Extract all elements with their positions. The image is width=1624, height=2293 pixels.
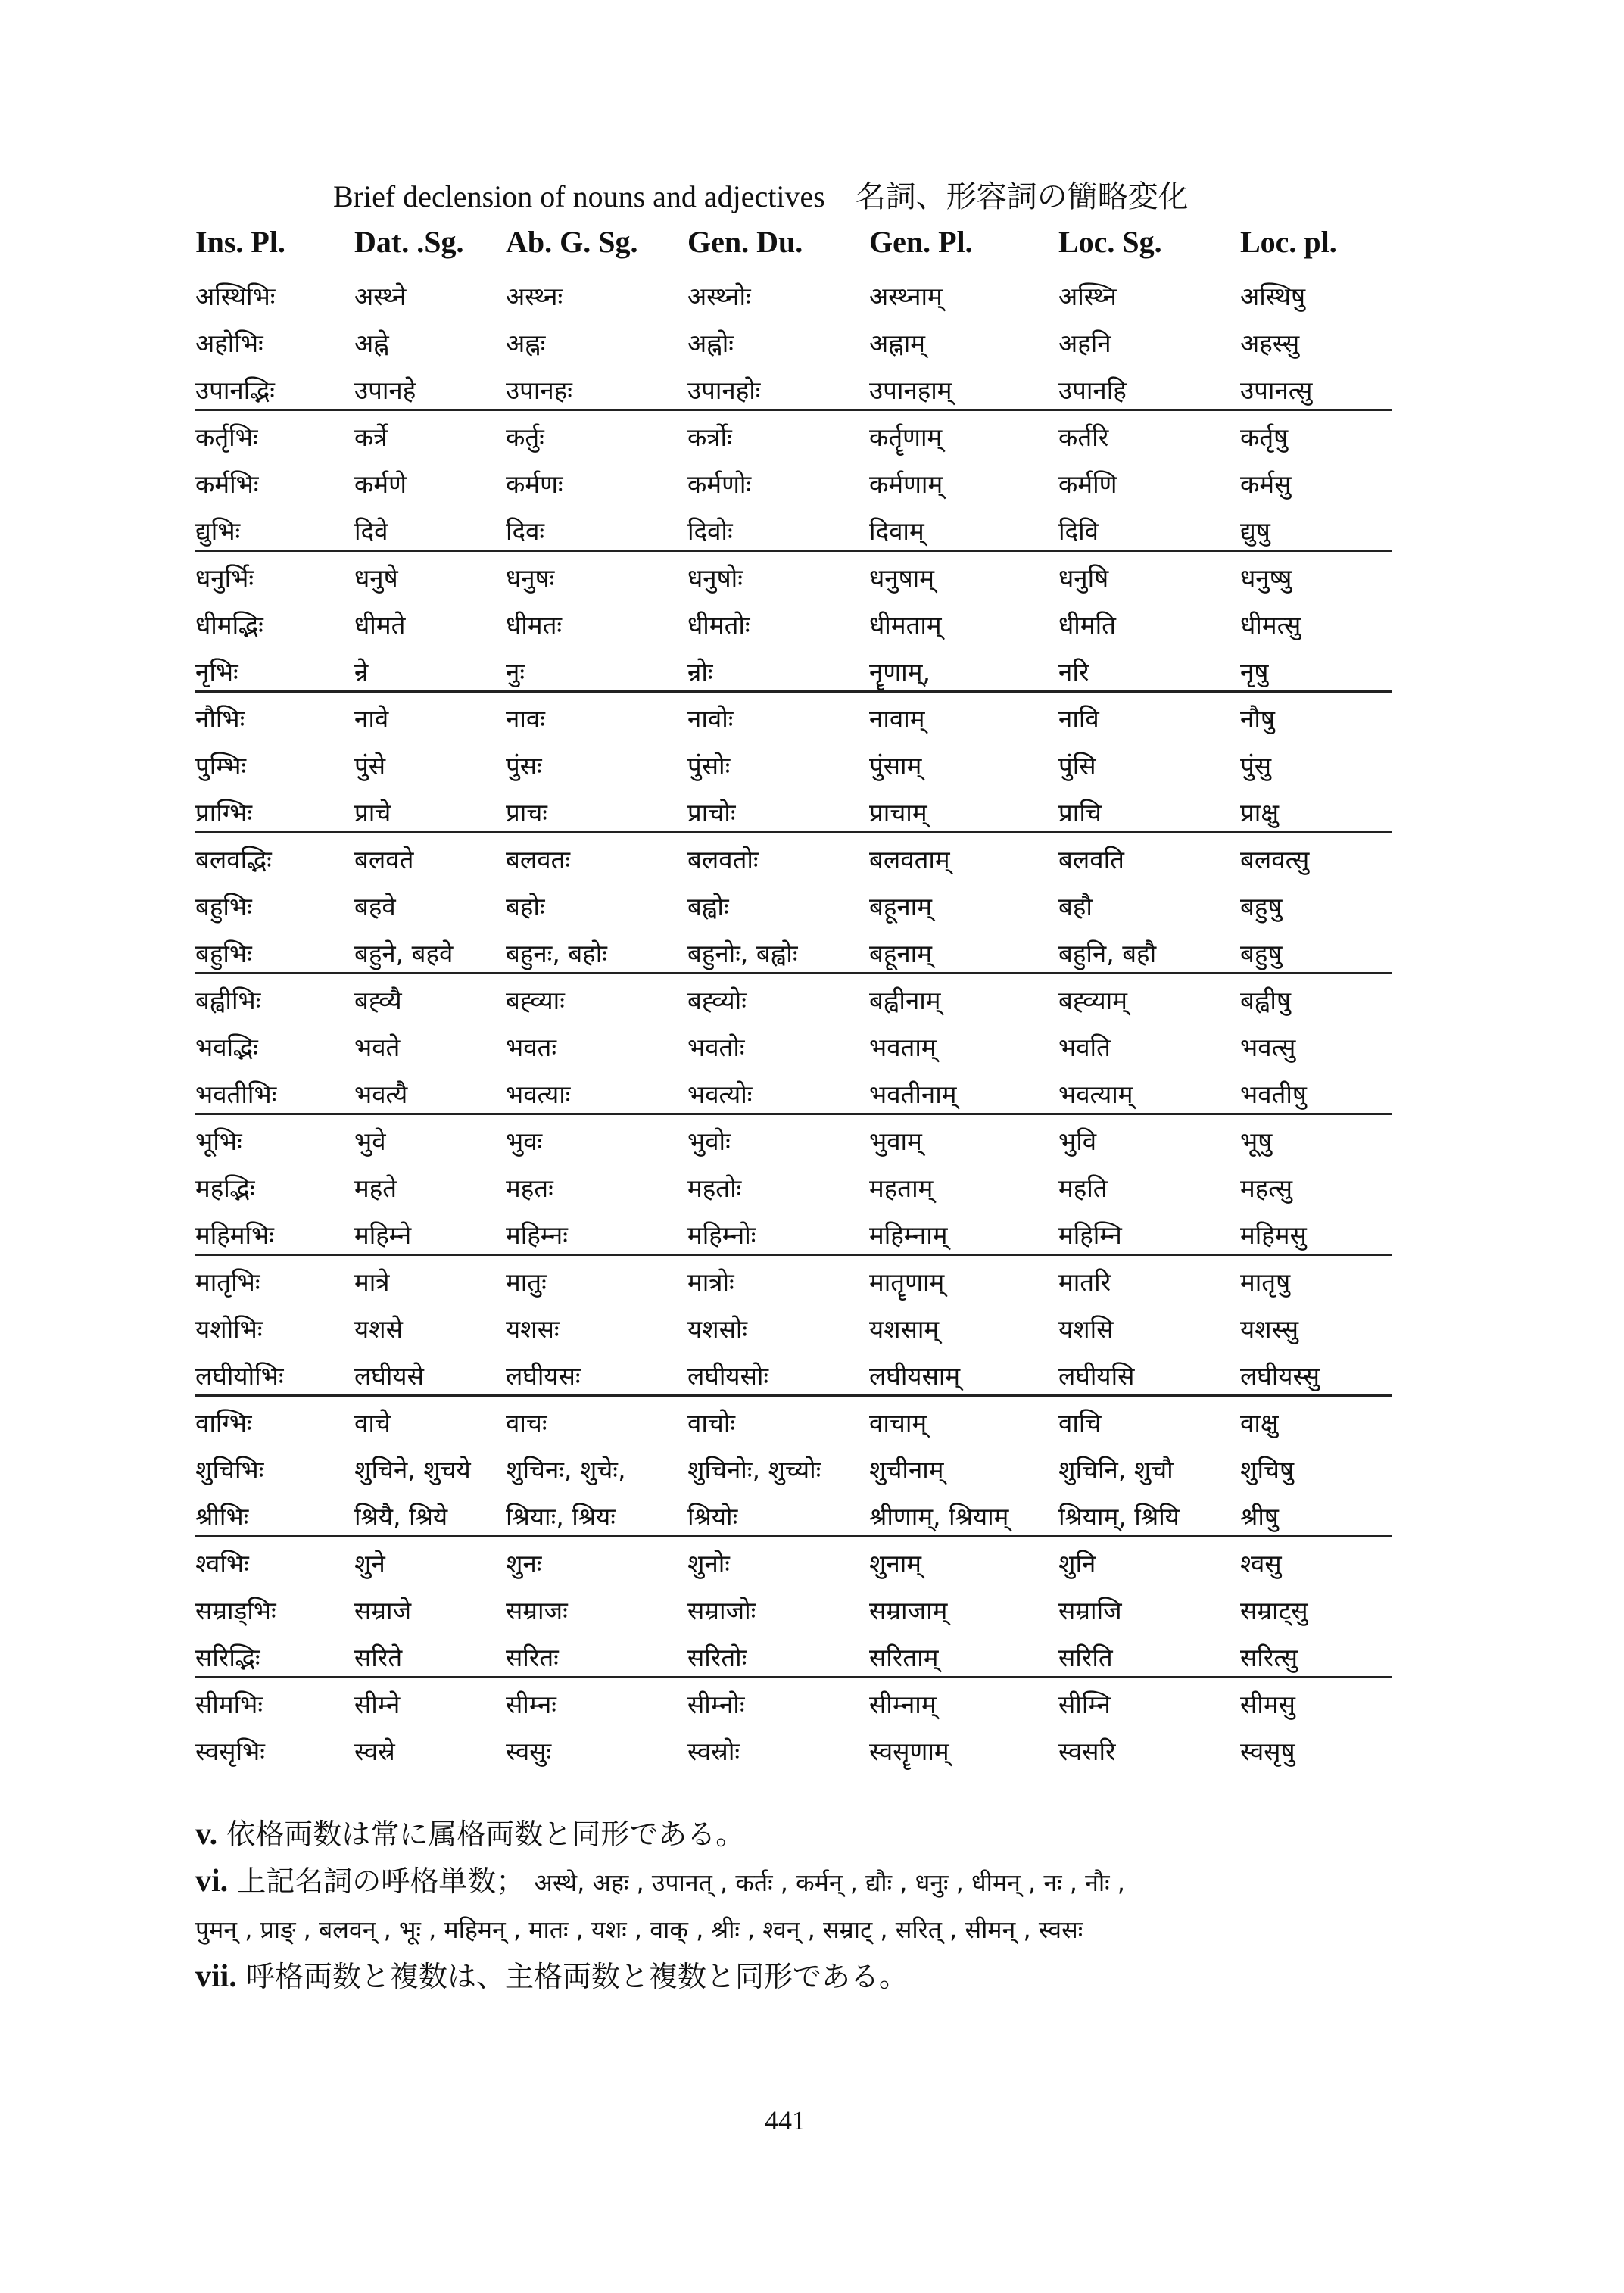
table-cell: सीम्नाम् [869, 1690, 937, 1719]
table-cell: बहवे [354, 892, 396, 921]
table-cell: अह्नाम् [869, 329, 926, 358]
table-cell: भुवः [506, 1126, 543, 1156]
note-vi-text-b: अस्थे, अहः , उपानत् , कर्तः , कर्मन् , द्यौः , धनुः , धीमन् , नः , नौः , [534, 1868, 1125, 1897]
table-cell: यशस्सु [1240, 1314, 1299, 1344]
table-cell: कर्तरि [1058, 422, 1109, 452]
table-cell: भुवि [1058, 1126, 1097, 1156]
group-divider [195, 1113, 1392, 1115]
table-row [195, 503, 1437, 550]
table-cell: धीमत्सु [1240, 610, 1301, 640]
table-cell: महिम्नाम् [869, 1220, 948, 1250]
note-v-label: v. [195, 1817, 218, 1852]
table-cell: धनुषे [354, 563, 398, 593]
table-cell: अस्थिषु [1240, 282, 1306, 311]
group-divider [195, 550, 1392, 552]
table-cell: भुवाम् [869, 1126, 922, 1156]
group-divider [195, 972, 1392, 974]
table-cell: कर्तुः [506, 422, 544, 452]
table-cell: बहौ [1058, 892, 1093, 921]
table-cell: श्रीणाम्, श्रियाम् [869, 1502, 1009, 1531]
table-cell: सीम्नि [1058, 1690, 1111, 1719]
table-cell: सरिते [354, 1643, 403, 1672]
group-divider [195, 1394, 1392, 1397]
table-cell: नौषु [1240, 704, 1275, 734]
table-cell: कर्मणोः [687, 469, 752, 499]
table-cell: भूभिः [195, 1126, 242, 1156]
table-cell: अहनि [1058, 329, 1111, 358]
table-cell: बहुनोः, बह्वोः [687, 939, 798, 968]
table-cell: अहस्सु [1240, 329, 1300, 358]
table-cell: महिमभिः [195, 1220, 274, 1250]
header-gen-pl: Gen. Pl. [869, 225, 973, 259]
table-row [195, 925, 1437, 972]
note-vii-text: 呼格両数と複数は、主格両数と複数と同形である。 [245, 1960, 908, 1993]
table-cell: श्रीभिः [195, 1502, 249, 1531]
table-cell: यशोभिः [195, 1314, 263, 1344]
table-cell: उपानहोः [687, 375, 761, 405]
note-vi-continued: पुमन् , प्राङ् , बलवन् , भूः , महिमन् , मातः , यशः , वाक् , श्रीः , श्वन् , सम्राट् , सरित् , सीमन् , स्वसः [195, 1915, 1083, 1944]
table-cell: भवतोः [687, 1033, 745, 1062]
table-cell: भूषु [1240, 1126, 1273, 1156]
table-cell: सरितोः [687, 1643, 747, 1672]
note-v [195, 1811, 1437, 1858]
table-cell: स्वसृषु [1240, 1737, 1295, 1766]
table-cell: अह्ने [354, 329, 389, 358]
table-cell: धनुर्भिः [195, 563, 254, 593]
table-cell: बहोः [506, 892, 545, 921]
table-cell: बलवतः [506, 845, 571, 874]
table-cell: उपानद्भिः [195, 375, 275, 405]
table-cell: भवत्सु [1240, 1033, 1296, 1062]
table-cell: सम्राजोः [687, 1596, 756, 1625]
table-body [195, 268, 1437, 1770]
table-row [195, 1676, 1437, 1723]
header-ins-pl: Ins. Pl. [195, 225, 285, 259]
table-row [195, 1066, 1437, 1113]
table-cell: शुचिषु [1240, 1455, 1295, 1485]
table-row [195, 1535, 1437, 1582]
table-cell: अस्थ्नोः [687, 282, 751, 311]
table-cell: अस्थ्नः [506, 282, 563, 311]
table-cell: भवद्भिः [195, 1033, 258, 1062]
note-vii [195, 1953, 1437, 2000]
header-dat-sg: Dat. .Sg. [354, 225, 464, 259]
table-cell: सम्राट्सु [1240, 1596, 1308, 1625]
table-cell: सीम्नः [506, 1690, 556, 1719]
table-cell: मात्रे [354, 1267, 390, 1297]
table-row [195, 1723, 1437, 1770]
table-cell: शुचिनः, शुचेः, [506, 1455, 626, 1485]
table-cell: बलवति [1058, 845, 1124, 874]
table-cell: अस्थ्नाम् [869, 282, 943, 311]
table-cell: कर्मणः [506, 469, 563, 499]
table-row [195, 1113, 1437, 1160]
table-cell: श्वभिः [195, 1549, 249, 1578]
table-row [195, 1301, 1437, 1347]
table-cell: महद्भिः [195, 1173, 255, 1203]
table-cell: पुंसोः [687, 751, 731, 780]
table-cell: अस्थिभिः [195, 282, 276, 311]
table-row [195, 1347, 1437, 1394]
table-cell: शुने [354, 1549, 385, 1578]
table-row [195, 362, 1437, 409]
table-cell: वाचोः [687, 1408, 736, 1438]
table-cell: शुनोः [687, 1549, 730, 1578]
table-cell: महत्सु [1240, 1173, 1293, 1203]
table-cell: वाचे [354, 1408, 391, 1438]
table-cell: यशसोः [687, 1314, 748, 1344]
table-cell: सीमभिः [195, 1690, 263, 1719]
header-gen-du: Gen. Du. [687, 225, 803, 259]
header-loc-sg: Loc. Sg. [1058, 225, 1162, 259]
table-cell: धनुषाम् [869, 563, 934, 593]
table-cell: दिवाम् [869, 516, 924, 546]
table-cell: भवते [354, 1033, 401, 1062]
table-cell: प्राचः [506, 798, 547, 827]
table-cell: पुंसि [1058, 751, 1096, 780]
table-cell: उपानहि [1058, 375, 1127, 405]
table-cell: धनुषि [1058, 563, 1109, 593]
table-cell: यशसाम् [869, 1314, 940, 1344]
table-row [195, 878, 1437, 925]
table-cell: लघीयसोः [687, 1361, 769, 1391]
table-row [195, 643, 1437, 690]
table-row [195, 1441, 1437, 1488]
table-cell: पुंसु [1240, 751, 1272, 780]
table-cell: शुचिनि, शुचौ [1058, 1455, 1174, 1485]
table-row [195, 268, 1437, 315]
table-cell: शुनि [1058, 1549, 1096, 1578]
table-cell: महिम्नः [506, 1220, 568, 1250]
table-cell: महते [354, 1173, 397, 1203]
table-cell: यशसः [506, 1314, 560, 1344]
table-cell: महिम्नि [1058, 1220, 1122, 1250]
table-cell: स्वस्रोः [687, 1737, 740, 1766]
table-cell: लघीयसि [1058, 1361, 1135, 1391]
table-cell: नावः [506, 704, 545, 734]
table-cell: बहुषु [1240, 939, 1283, 968]
header-loc-pl: Loc. pl. [1240, 225, 1337, 259]
table-cell: दिवि [1058, 516, 1099, 546]
table-cell: उपानहाम् [869, 375, 952, 405]
table-cell: बहुभिः [195, 939, 252, 968]
table-cell: उपानत्सु [1240, 375, 1313, 405]
table-cell: मातॄणाम् [869, 1267, 945, 1297]
table-cell: श्रियोः [687, 1502, 738, 1531]
table-cell: बहूनाम् [869, 939, 932, 968]
table-cell: बह्वोः [687, 892, 729, 921]
table-row [195, 315, 1437, 362]
declension-table [195, 221, 1437, 1770]
table-cell: शुचिने, शुचये [354, 1455, 471, 1485]
table-cell: अह्नोः [687, 329, 734, 358]
table-row [195, 690, 1437, 737]
table-cell: भवत्याम् [1058, 1080, 1133, 1109]
table-row [195, 784, 1437, 831]
table-cell: प्राचे [354, 798, 391, 827]
group-divider [195, 831, 1392, 833]
table-cell: बलवद्भिः [195, 845, 272, 874]
table-cell: कर्मणे [354, 469, 407, 499]
table-cell: बलवतोः [687, 845, 759, 874]
table-cell: धीमतोः [687, 610, 750, 640]
table-cell: महिम्नोः [687, 1220, 756, 1250]
table-cell: सरिद्भिः [195, 1643, 260, 1672]
table-cell: महतोः [687, 1173, 742, 1203]
table-cell: कर्मभिः [195, 469, 259, 499]
table-cell: प्राचि [1058, 798, 1102, 827]
table-row [195, 1160, 1437, 1207]
group-divider [195, 1535, 1392, 1537]
table-row [195, 831, 1437, 878]
table-row [195, 737, 1437, 784]
table-cell: मातरि [1058, 1267, 1111, 1297]
table-cell: मातृभिः [195, 1267, 260, 1297]
table-cell: बलवताम् [869, 845, 950, 874]
table-cell: भवतीषु [1240, 1080, 1307, 1109]
table-cell: सम्राजे [354, 1596, 412, 1625]
table-cell: भुवे [354, 1126, 386, 1156]
table-cell: नावाम् [869, 704, 925, 734]
table-cell: नरि [1058, 657, 1089, 687]
table-cell: वाचाम् [869, 1408, 927, 1438]
table-cell: कर्मणि [1058, 469, 1117, 499]
table-cell: श्वसु [1240, 1549, 1282, 1578]
table-cell: स्वसुः [506, 1737, 552, 1766]
table-cell: श्रियाः, श्रियः [506, 1502, 616, 1531]
table-cell: बह्व्योः [687, 986, 747, 1015]
table-cell: यशसे [354, 1314, 403, 1344]
table-cell: बह्व्याम् [1058, 986, 1127, 1015]
table-cell: कर्मसु [1240, 469, 1292, 499]
notes [195, 1811, 1437, 2000]
table-cell: सीम्ने [354, 1690, 401, 1719]
page-number: 441 [765, 2105, 806, 2136]
table-row [195, 972, 1437, 1019]
table-row [195, 1629, 1437, 1676]
table-cell: बह्वीषु [1240, 986, 1292, 1015]
table-cell: कर्तॄणाम् [869, 422, 943, 452]
table-cell: द्युषु [1240, 516, 1270, 546]
table-cell: महिमसु [1240, 1220, 1307, 1250]
note-vii-label: vii. [195, 1959, 237, 1994]
table-cell: धीमति [1058, 610, 1116, 640]
table-cell: लघीयसाम् [869, 1361, 961, 1391]
table-cell: सम्राड्भिः [195, 1596, 276, 1625]
note-vi-text-a: 上記名詞の呼格単数； [237, 1865, 525, 1898]
table-cell: दिवोः [687, 516, 733, 546]
table-cell: बह्वीनाम् [869, 986, 941, 1015]
table-cell: मातृषु [1240, 1267, 1291, 1297]
table-cell: धनुषः [506, 563, 555, 593]
table-row [195, 1019, 1437, 1066]
group-divider [195, 409, 1392, 411]
table-cell: अह्नः [506, 329, 546, 358]
table-cell: नृषु [1240, 657, 1269, 687]
table-cell: मातुः [506, 1267, 547, 1297]
table-row [195, 456, 1437, 503]
group-divider [195, 690, 1392, 693]
table-cell: महिम्ने [354, 1220, 412, 1250]
table-header [195, 221, 1437, 268]
table-cell: सीमसु [1240, 1690, 1295, 1719]
table-cell: बह्वीभिः [195, 986, 261, 1015]
table-cell: शुनाम् [869, 1549, 922, 1578]
table-cell: पुंसे [354, 751, 386, 780]
table-cell: भुवोः [687, 1126, 731, 1156]
table-cell: द्युभिः [195, 516, 241, 546]
table-cell: कर्तृषु [1240, 422, 1289, 452]
table-cell: कर्तृभिः [195, 422, 258, 452]
table-cell: लघीयसे [354, 1361, 424, 1391]
table-cell: भवतीभिः [195, 1080, 277, 1109]
table-cell: भवतीनाम् [869, 1080, 957, 1109]
table-cell: नावोः [687, 704, 734, 734]
table-cell: दिवः [506, 516, 545, 546]
table-cell: महति [1058, 1173, 1108, 1203]
table-cell: वाचः [506, 1408, 547, 1438]
table-cell: धनुषोः [687, 563, 743, 593]
table-cell: बहुषु [1240, 892, 1283, 921]
table-cell: स्वसरि [1058, 1737, 1116, 1766]
table-cell: न्रे [354, 657, 369, 687]
table-cell: अहोभिः [195, 329, 263, 358]
table-cell: बलवत्सु [1240, 845, 1310, 874]
table-cell: भवतः [506, 1033, 557, 1062]
group-divider [195, 1254, 1392, 1256]
table-row [195, 1488, 1437, 1535]
table-row [195, 409, 1437, 456]
table-cell: स्वसृभिः [195, 1737, 265, 1766]
table-cell: बलवते [354, 845, 414, 874]
table-cell: महतः [506, 1173, 553, 1203]
table-cell: बहुभिः [195, 892, 252, 921]
table-cell: सरिताम् [869, 1643, 939, 1672]
table-row [195, 1394, 1437, 1441]
table-cell: लघीयोभिः [195, 1361, 284, 1391]
table-cell: बहुने, बहवे [354, 939, 454, 968]
table-cell: धीमते [354, 610, 406, 640]
table-cell: नुः [506, 657, 525, 687]
table-cell: नावि [1058, 704, 1099, 734]
table-cell: श्रियै, श्रिये [354, 1502, 448, 1531]
table-cell: कर्त्रोः [687, 422, 732, 452]
table-cell: न्रोः [687, 657, 713, 687]
page-title: Brief declension of nouns and adjectives 名詞、形容詞の簡略変化 [333, 179, 1189, 213]
table-cell: शुचिनोः, शुच्योः [687, 1455, 821, 1485]
table-cell: पुंसाम् [869, 751, 922, 780]
table-cell: नॄणाम्, [869, 657, 930, 687]
table-cell: बहुनि, बहौ [1058, 939, 1157, 968]
table-cell: नावे [354, 704, 389, 734]
table-cell: सरित्सु [1240, 1643, 1298, 1672]
table-cell: बहुनः, बहोः [506, 939, 607, 968]
table-cell: धीमताम् [869, 610, 942, 640]
table-cell: महताम् [869, 1173, 934, 1203]
table-cell: प्राचोः [687, 798, 736, 827]
table-cell: प्राचाम् [869, 798, 927, 827]
table-cell: स्वस्रे [354, 1737, 395, 1766]
table-cell: सरिति [1058, 1643, 1113, 1672]
table-cell: उपानहः [506, 375, 572, 405]
table-cell: प्राग्भिः [195, 798, 253, 827]
table-cell: बह्व्याः [506, 986, 565, 1015]
header-ab-g-sg: Ab. G. Sg. [506, 225, 638, 259]
table-cell: वाग्भिः [195, 1408, 252, 1438]
table-cell: भवति [1058, 1033, 1111, 1062]
table-cell: सम्राजाम् [869, 1596, 948, 1625]
table-row [195, 597, 1437, 643]
table-cell: सरितः [506, 1643, 559, 1672]
table-cell: नृभिः [195, 657, 238, 687]
table-cell: भवताम् [869, 1033, 937, 1062]
table-cell: बह्व्यै [354, 986, 402, 1015]
table-cell: सीम्नोः [687, 1690, 745, 1719]
table-cell: श्रियाम्, श्रियि [1058, 1502, 1180, 1531]
table-cell: वाचि [1058, 1408, 1102, 1438]
table-cell: भवत्यै [354, 1080, 408, 1109]
table-row [195, 1207, 1437, 1254]
table-row [195, 1582, 1437, 1629]
table-row [195, 1254, 1437, 1301]
table-cell: सम्राजि [1058, 1596, 1122, 1625]
table-cell: भवत्योः [687, 1080, 753, 1109]
table-cell: स्वसॄणाम् [869, 1737, 949, 1766]
table-cell: श्रीषु [1240, 1502, 1279, 1531]
table-cell: नौभिः [195, 704, 245, 734]
table-cell: लघीयसः [506, 1361, 581, 1391]
table-cell: धीमतः [506, 610, 563, 640]
table-cell: धनुष्षु [1240, 563, 1292, 593]
table-cell: शुनः [506, 1549, 542, 1578]
table-cell: भवत्याः [506, 1080, 571, 1109]
table-cell: सम्राजः [506, 1596, 568, 1625]
note-v-text: 依格両数は常に属格両数と同形である。 [226, 1818, 745, 1851]
table-cell: यशसि [1058, 1314, 1114, 1344]
table-row [195, 550, 1437, 597]
table-cell: बहूनाम् [869, 892, 932, 921]
table-cell: कर्त्रे [354, 422, 388, 452]
table-cell: अस्थ्ने [354, 282, 407, 311]
table-cell: अस्थ्नि [1058, 282, 1117, 311]
table-cell: शुचीनाम् [869, 1455, 944, 1485]
table-cell: दिवे [354, 516, 388, 546]
table-cell: उपानहे [354, 375, 416, 405]
note-vi [195, 1858, 1437, 1906]
table-cell: धीमद्भिः [195, 610, 263, 640]
note-vi-label: vi. [195, 1864, 229, 1899]
table-cell: मात्रोः [687, 1267, 734, 1297]
table-cell: पुम्भिः [195, 751, 247, 780]
table-cell: लघीयस्सु [1240, 1361, 1320, 1391]
table-cell: शुचिभिः [195, 1455, 264, 1485]
table-cell: प्राक्षु [1240, 798, 1279, 827]
table-cell: वाक्षु [1240, 1408, 1279, 1438]
group-divider [195, 1676, 1392, 1678]
table-cell: पुंसः [506, 751, 542, 780]
table-cell: कर्मणाम् [869, 469, 943, 499]
